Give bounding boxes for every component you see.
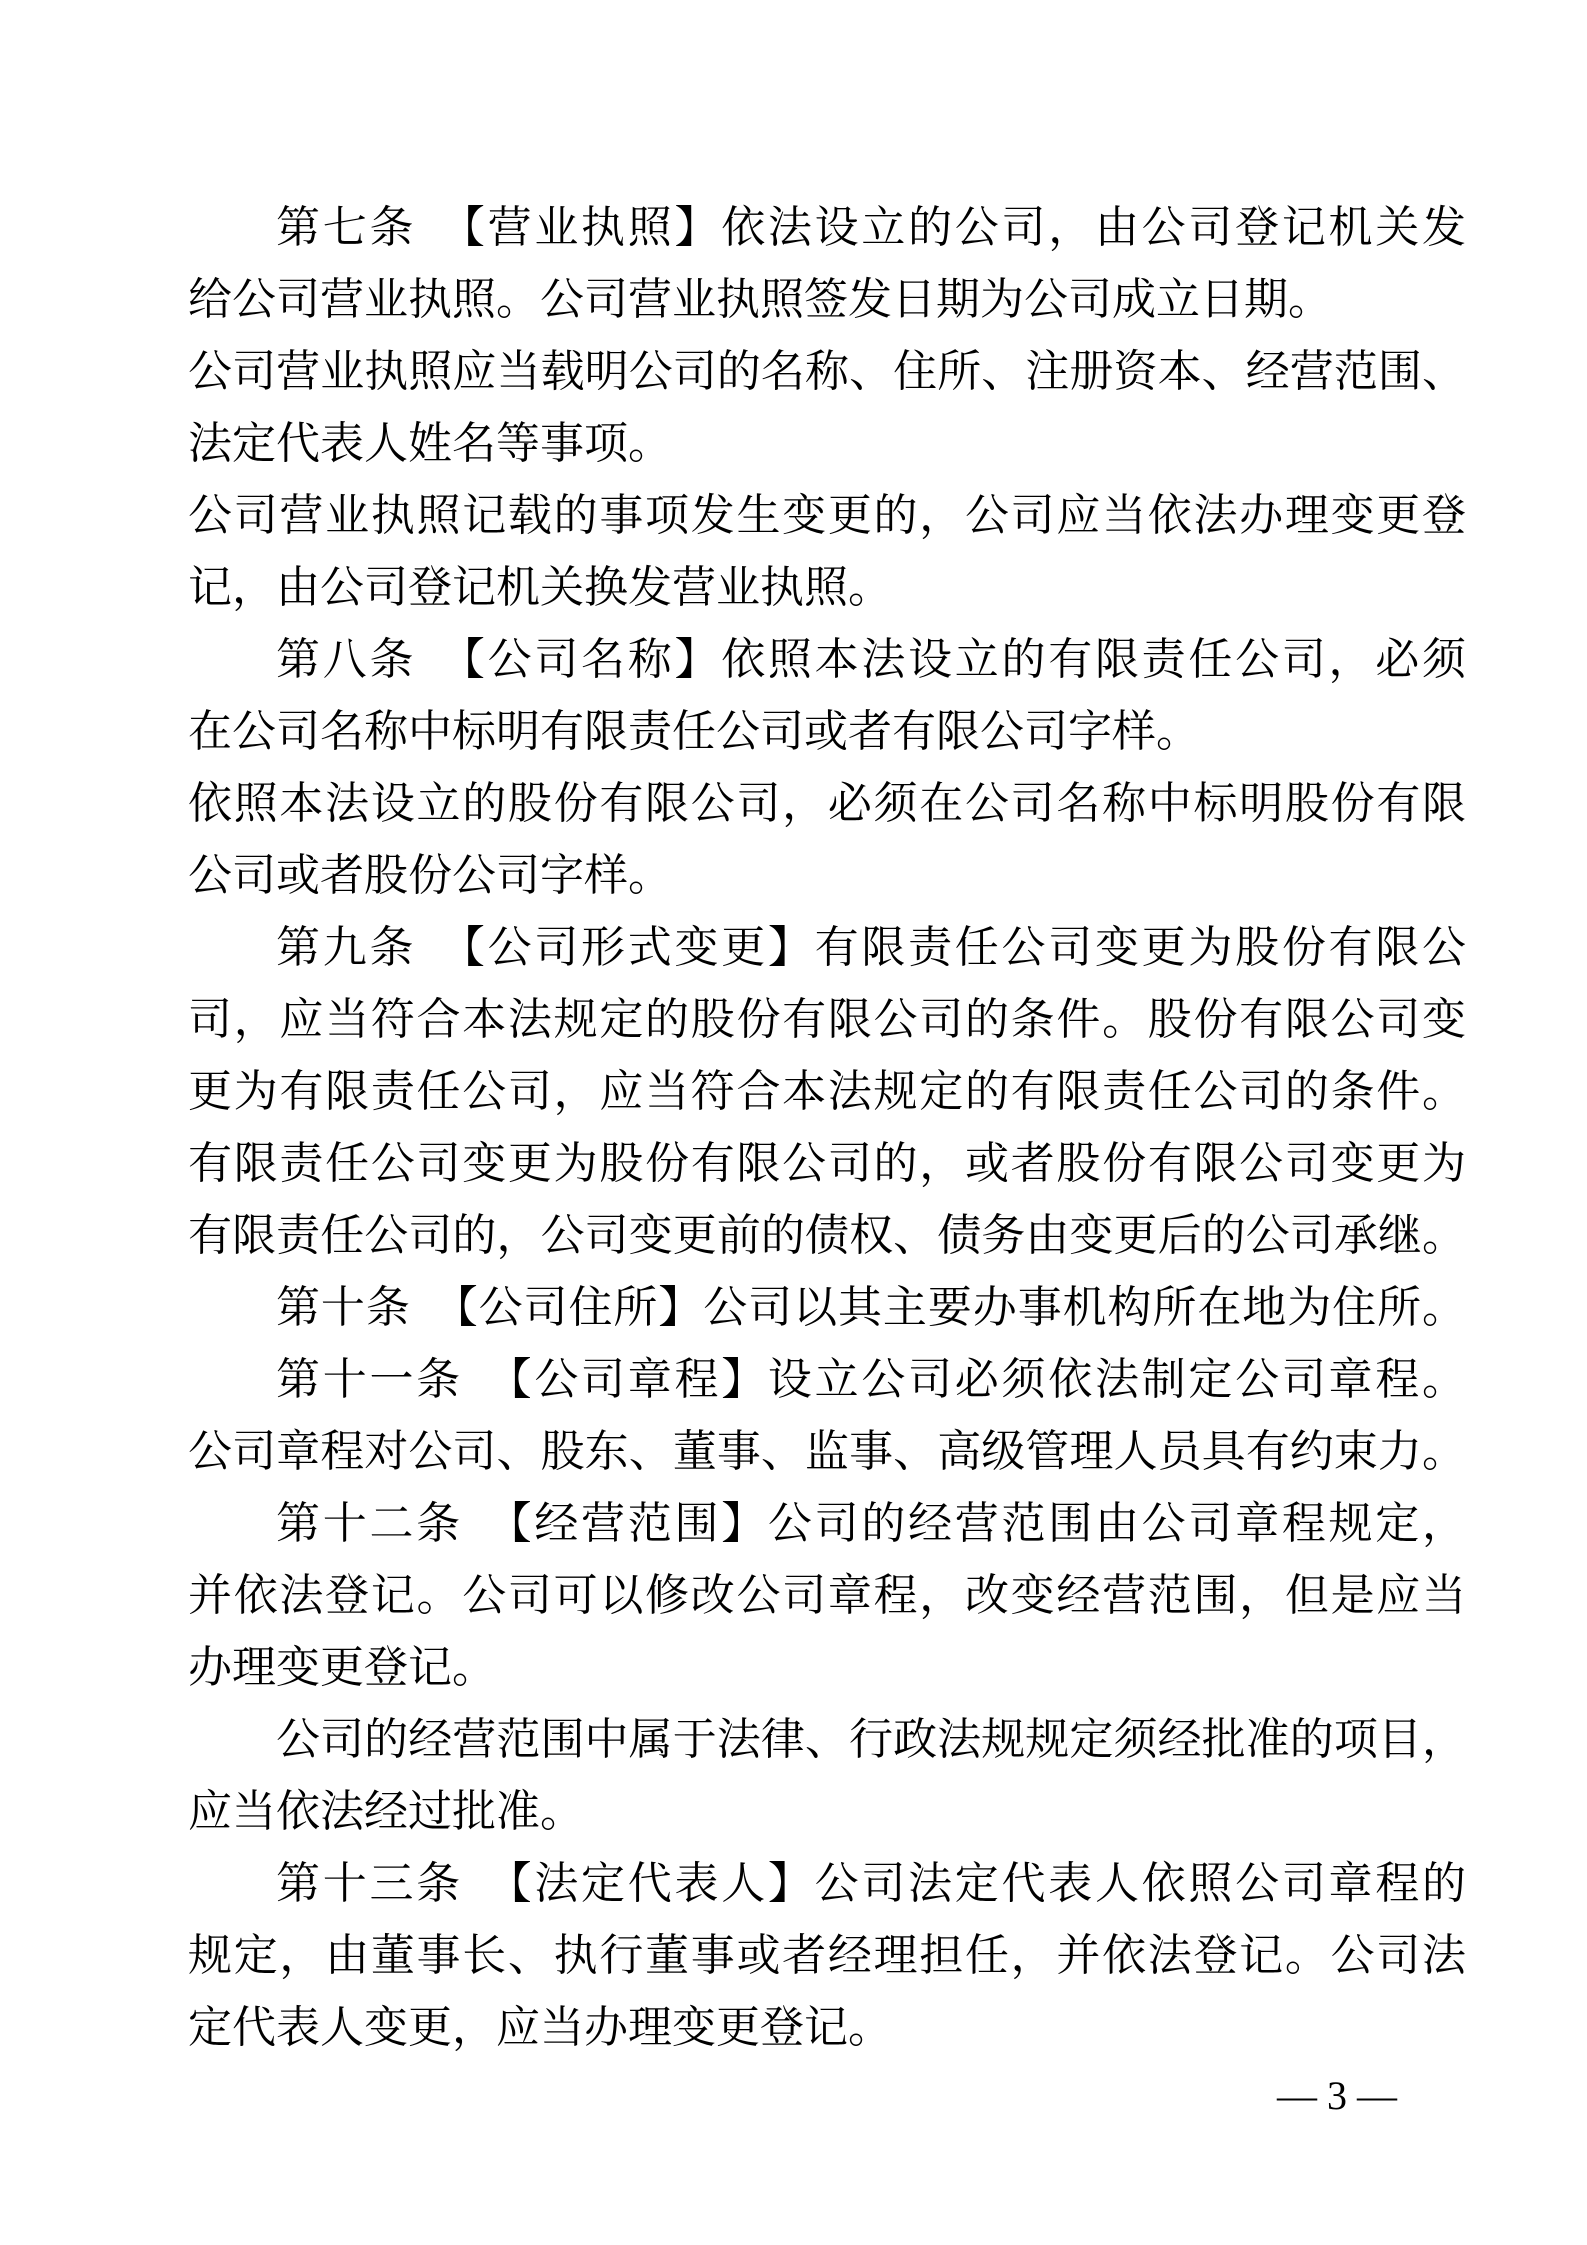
text-line: 应当依法经过批准。	[188, 1787, 584, 1836]
text-line: 在公司名称中标明有限责任公司或者有限公司字样。	[188, 707, 1200, 756]
text-line: 司，应当符合本法规定的股份有限公司的条件。股份有限公司变	[188, 995, 1466, 1044]
text-line: 公司章程对公司、股东、董事、监事、高级管理人员具有约束力。	[188, 1427, 1466, 1476]
text-line: 有限责任公司变更为股份有限公司的，或者股份有限公司变更为	[188, 1139, 1466, 1188]
text-line: 定代表人变更，应当办理变更登记。	[188, 2003, 892, 2052]
text-line: 第八条 【公司名称】依照本法设立的有限责任公司，必须	[276, 635, 1466, 684]
document-body	[188, 192, 1466, 2064]
text-line: 第七条 【营业执照】依法设立的公司，由公司登记机关发	[276, 203, 1466, 252]
text-line: 办理变更登记。	[188, 1643, 496, 1692]
text-line: 记，由公司登记机关换发营业执照。	[188, 563, 892, 612]
text-line: 第十条 【公司住所】公司以其主要办事机构所在地为住所。	[276, 1283, 1466, 1332]
page-number: — 3 —	[1277, 2073, 1397, 2118]
text-line: 第十一条 【公司章程】设立公司必须依法制定公司章程。	[276, 1355, 1466, 1404]
text-line: 第十二条 【经营范围】公司的经营范围由公司章程规定，	[276, 1499, 1466, 1548]
text-line: 公司营业执照应当载明公司的名称、住所、注册资本、经营范围、	[188, 347, 1466, 396]
text-line: 公司或者股份公司字样。	[188, 851, 672, 900]
text-line: 更为有限责任公司，应当符合本法规定的有限责任公司的条件。	[188, 1067, 1466, 1116]
text-line: 规定，由董事长、执行董事或者经理担任，并依法登记。公司法	[188, 1931, 1466, 1980]
text-line: 给公司营业执照。公司营业执照签发日期为公司成立日期。	[188, 275, 1332, 324]
text-line: 有限责任公司的，公司变更前的债权、债务由变更后的公司承继。	[188, 1211, 1466, 1260]
text-line: 并依法登记。公司可以修改公司章程，改变经营范围，但是应当	[188, 1571, 1466, 1620]
text-line: 第九条 【公司形式变更】有限责任公司变更为股份有限公	[276, 923, 1466, 972]
text-line: 公司的经营范围中属于法律、行政法规规定须经批准的项目，	[276, 1715, 1466, 1764]
text-line: 依照本法设立的股份有限公司，必须在公司名称中标明股份有限	[188, 779, 1466, 828]
text-line: 法定代表人姓名等事项。	[188, 419, 672, 468]
text-line: 公司营业执照记载的事项发生变更的，公司应当依法办理变更登	[188, 491, 1466, 540]
text-line: 第十三条 【法定代表人】公司法定代表人依照公司章程的	[276, 1859, 1466, 1908]
